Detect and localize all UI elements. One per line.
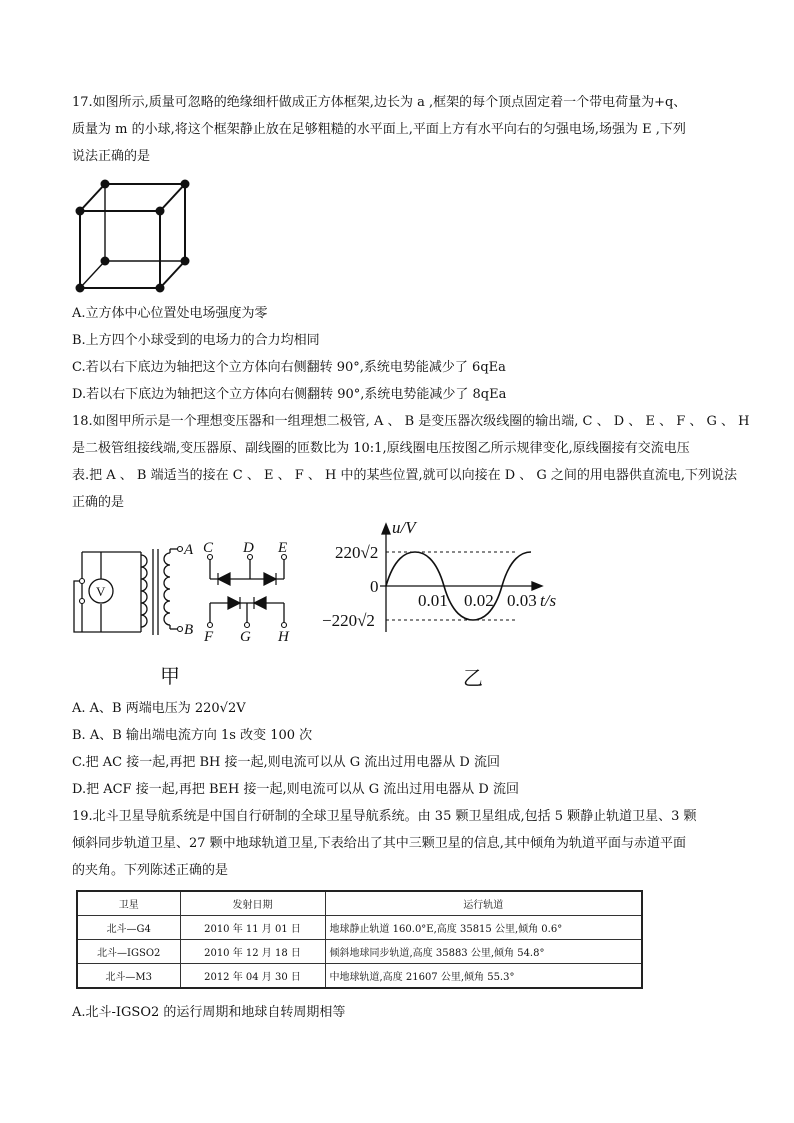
figure-yi-sine-graph <box>318 520 568 638</box>
cube-figure <box>70 178 200 293</box>
q17-option-d: D.若以右下底边为轴把这个立方体向右侧翻转 90°,系统电势能减少了 8qEa <box>72 387 507 402</box>
q19-stem-line-1: 19.北斗卫星导航系统是中国自行研制的全球卫星导航系统。由 35 颗卫星组成,包括 5 颗静止轨道卫星、3 颗 <box>72 809 697 824</box>
q17-stem-line-3: 说法正确的是 <box>72 149 151 164</box>
table-header: 运行轨道 <box>325 891 642 916</box>
terminals <box>80 547 287 632</box>
q18-stem-line-2: 是二极管组接线端,变压器原、副线圈的匝数比为 10:1,原线圈电压按图乙所示规律变化,原线圈接有交流电压 <box>72 441 690 456</box>
table-cell: 2010 年 12 月 18 日 <box>180 940 325 964</box>
figure-jia-caption: 甲 <box>160 664 180 688</box>
terminal-f-label: F <box>204 629 214 645</box>
q18-option-c: C.把 AC 接一起,再把 BH 接一起,则电流可以从 G 流出过用电器从 D 流回 <box>72 755 500 770</box>
table-cell: 中地球轨道,高度 21607 公里,倾角 55.3° <box>325 964 642 989</box>
table-header-row <box>77 891 642 916</box>
y-tick-zero: 0 <box>370 577 379 596</box>
y-tick-bottom: −220√2 <box>322 611 375 630</box>
q18-option-d: D.把 ACF 接一起,再把 BEH 接一起,则电流可以从 G 流出过用电器从 D 流回 <box>72 782 519 797</box>
q17-stem-line-2: 质量为 m 的小球,将这个框架静止放在足够粗糙的水平面上,平面上方有水平向右的匀强电场,场强为 E ,下列 <box>72 122 686 137</box>
terminal-g-label: G <box>240 629 251 645</box>
q19-stem-line-3: 的夹角。下列陈述正确的是 <box>72 863 229 878</box>
table-header: 卫星 <box>77 891 180 916</box>
q19-stem-line-2: 倾斜同步轨道卫星、27 颗中地球轨道卫星,下表给出了其中三颗卫星的信息,其中倾角为轨道平面与赤道平面 <box>72 836 686 851</box>
table-row <box>77 916 642 940</box>
q19-option-a: A.北斗-IGSO2 的运行周期和地球自转周期相等 <box>72 1005 346 1020</box>
table-cell: 2010 年 11 月 01 日 <box>180 916 325 940</box>
table-cell: 北斗—IGSO2 <box>77 940 180 964</box>
q18-option-a: A. A、B 两端电压为 220√2V <box>72 701 246 716</box>
table-row <box>77 964 642 989</box>
terminal-c-label: C <box>203 540 214 556</box>
table-header: 发射日期 <box>180 891 325 916</box>
figure-yi-caption: 乙 <box>463 666 483 690</box>
table-cell: 地球静止轨道 160.0°E,高度 35815 公里,倾角 0.6° <box>325 916 642 940</box>
table-cell: 北斗—G4 <box>77 916 180 940</box>
cube-front-face <box>80 211 160 288</box>
q18-stem-line-3: 表.把 A 、 B 端适当的接在 C 、 E 、 F 、 H 中的某些位置,就可以向接在 D 、 G 之间的用电器供直流电,下列说法 <box>72 468 738 483</box>
satellite-table <box>76 890 643 989</box>
q17-option-a: A.立方体中心位置处电场强度为零 <box>72 306 268 321</box>
table-cell: 2012 年 04 月 30 日 <box>180 964 325 989</box>
table-row <box>77 940 642 964</box>
terminal-e-label: E <box>278 540 288 556</box>
terminal-a-label: A <box>184 542 194 558</box>
terminal-d-label: D <box>243 540 254 556</box>
y-tick-top: 220√2 <box>335 543 379 562</box>
q18-option-b: B. A、B 输出端电流方向 1s 改变 100 次 <box>72 728 313 743</box>
table-cell: 倾斜地球同步轨道,高度 35883 公里,倾角 54.8° <box>325 940 642 964</box>
q17-option-c: C.若以右下底边为轴把这个立方体向右侧翻转 90°,系统电势能减少了 6qEa <box>72 360 506 375</box>
q17-stem-line-1: 17.如图所示,质量可忽略的绝缘细杆做成正方体框架,边长为 a ,框架的每个顶点固定着一个带电荷量为+q、 <box>72 95 687 110</box>
x-tick-0-02: 0.02 <box>464 591 494 610</box>
q18-stem-line-1: 18.如图甲所示是一个理想变压器和一组理想二极管, A 、 B 是变压器次级线圈的输出端, C 、 D 、 E 、 F 、 G 、 H <box>72 414 750 429</box>
terminal-b-label: B <box>184 622 194 638</box>
x-tick-0-03: 0.03 <box>507 591 537 610</box>
x-tick-0-01: 0.01 <box>418 591 448 610</box>
terminal-h-label: H <box>278 629 289 645</box>
q18-stem-line-4: 正确的是 <box>72 495 125 510</box>
figure-jia-transformer <box>68 535 308 645</box>
q17-option-b: B.上方四个小球受到的电场力的合力均相同 <box>72 333 320 348</box>
y-axis-label: u/V <box>392 520 416 537</box>
table-cell: 北斗—M3 <box>77 964 180 989</box>
voltmeter-label: V <box>96 584 106 599</box>
x-axis-label: t/s <box>540 591 557 610</box>
